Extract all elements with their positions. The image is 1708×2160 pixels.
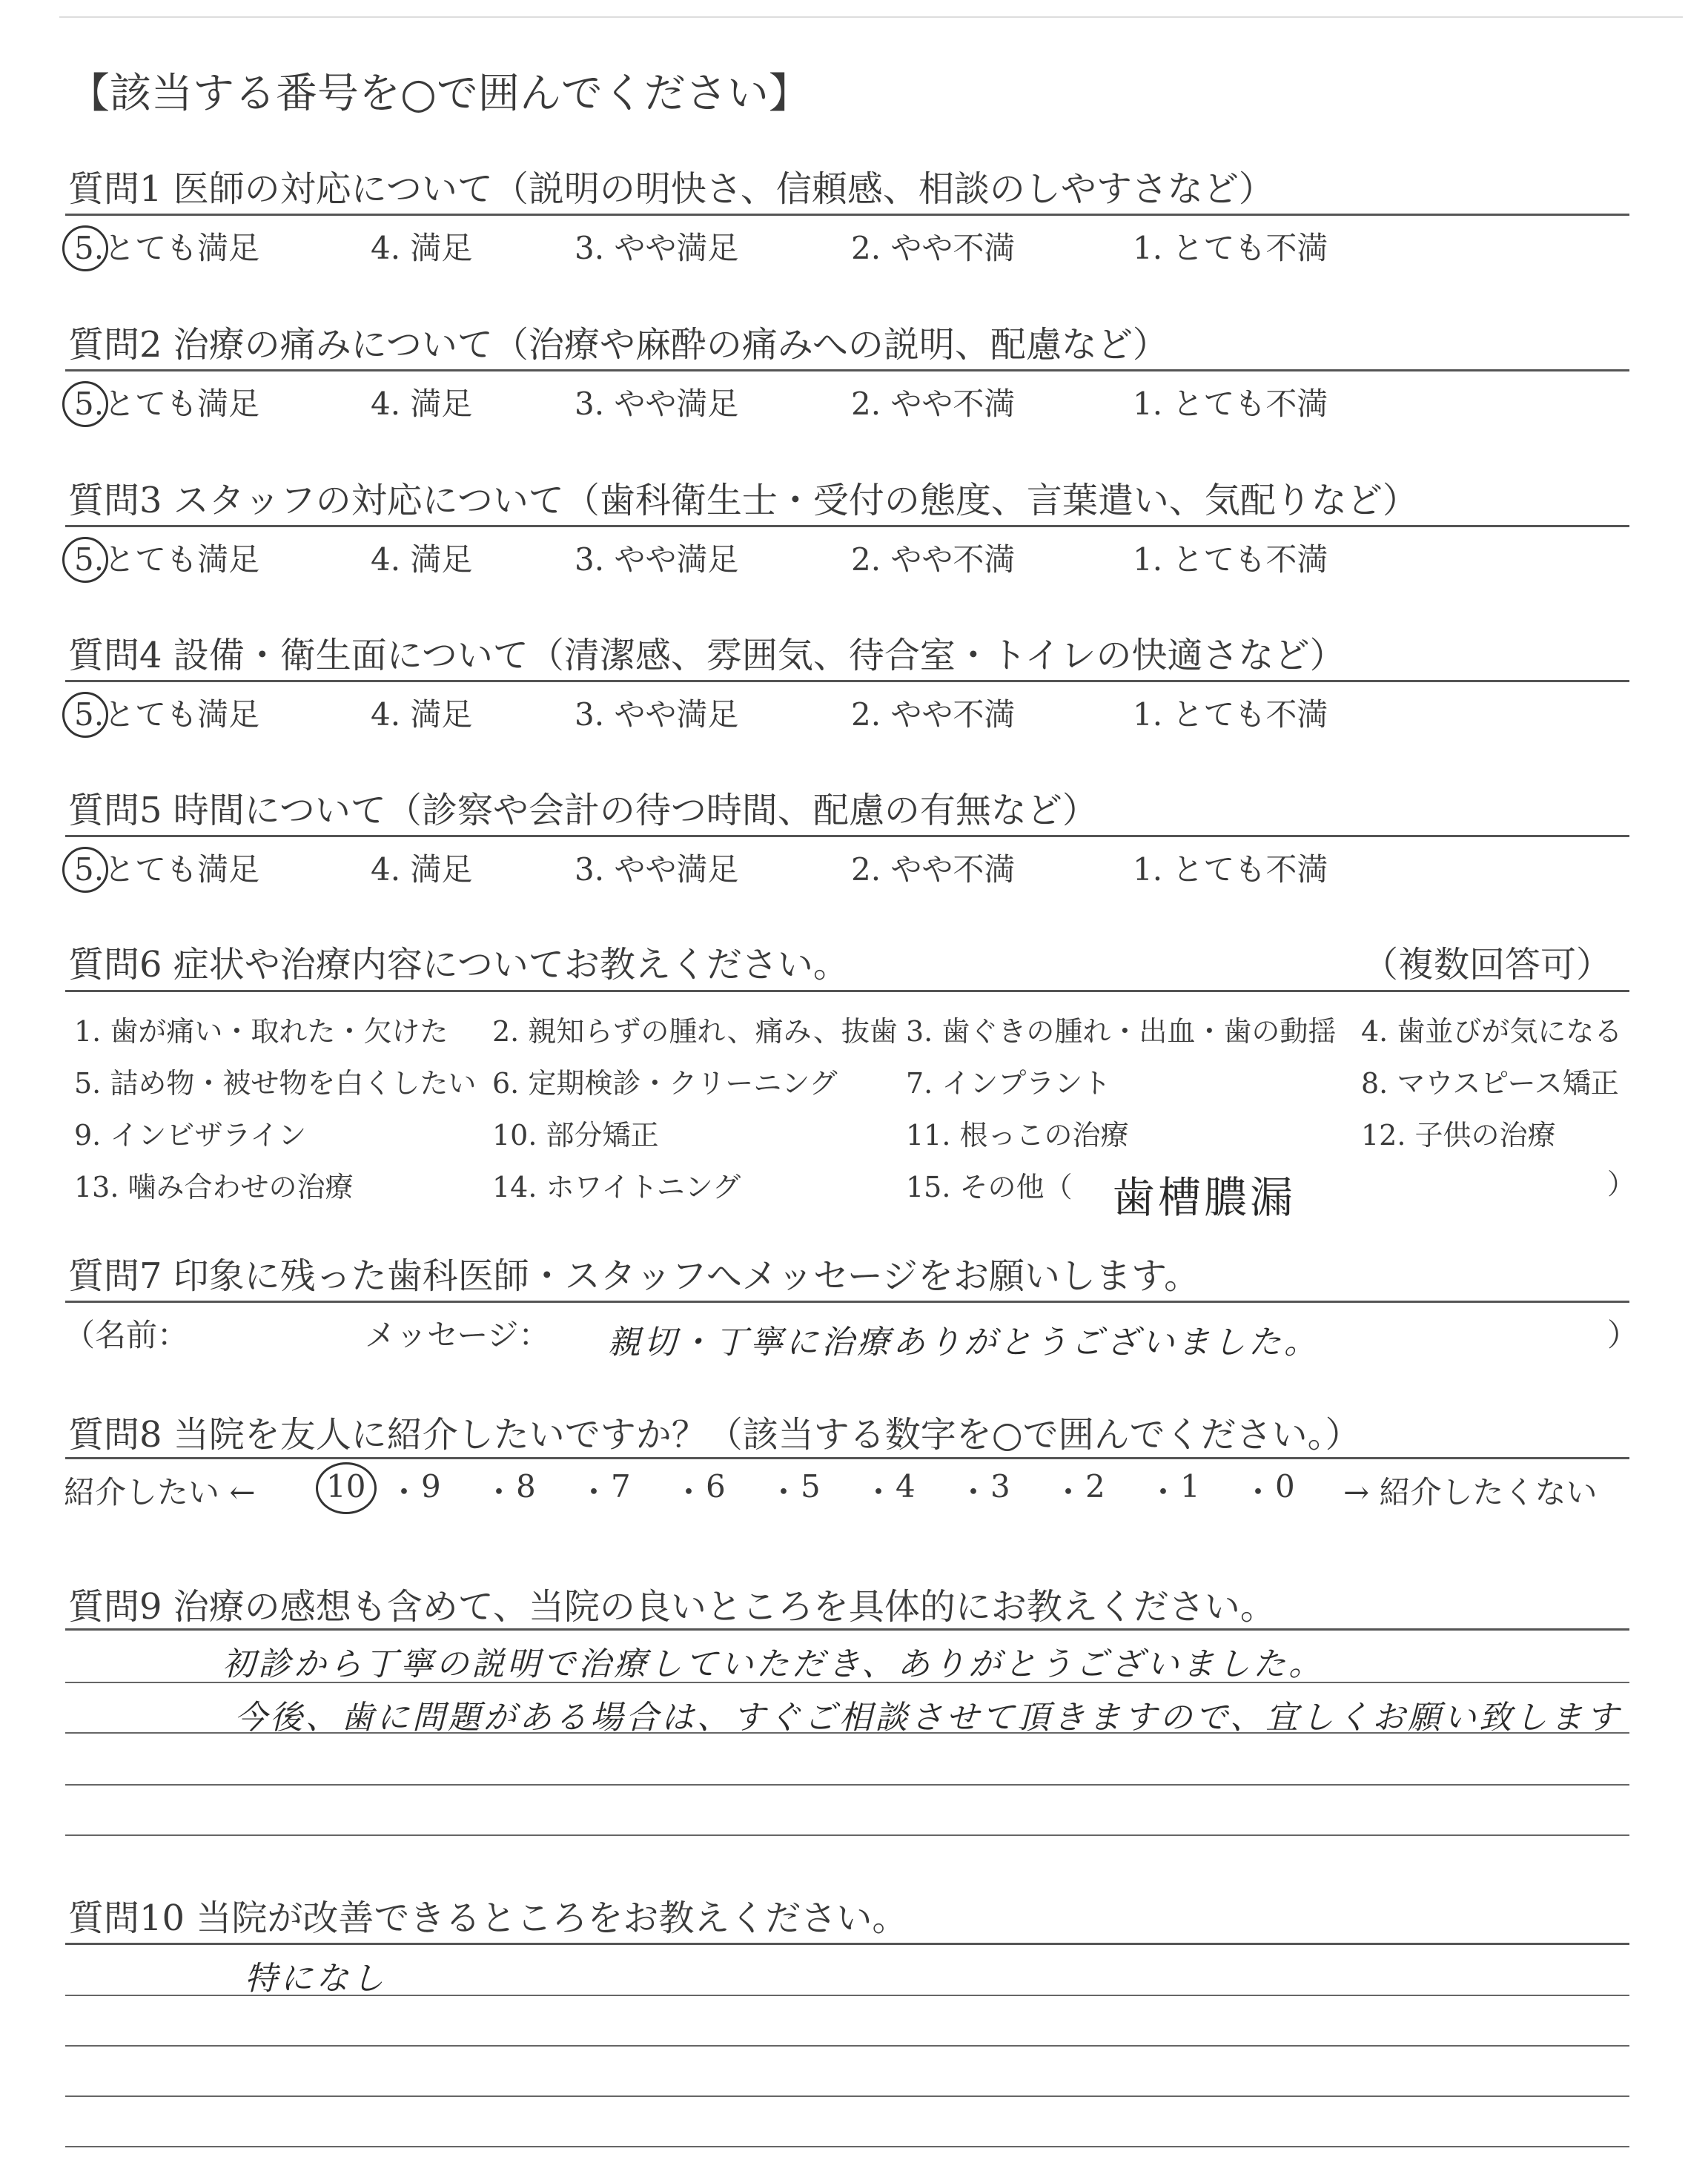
- question-2-option[interactable]: 2. やや不満: [851, 386, 1016, 422]
- q8-scale-value[interactable]: 1: [1180, 1468, 1200, 1505]
- q6-item[interactable]: 14. ホワイトニング: [492, 1171, 741, 1203]
- question-2-label: 質問2 治療の痛みについて（治療や麻酔の痛みへの説明、配慮など）: [68, 324, 1168, 366]
- q10-answer-line: 特になし: [245, 1960, 387, 1998]
- q8-scale-separator: ・: [673, 1474, 705, 1510]
- q9-line: [65, 1834, 1629, 1836]
- q7-rule: [65, 1301, 1629, 1303]
- q8-scale-value[interactable]: 0: [1275, 1468, 1295, 1505]
- question-4-option[interactable]: 3. やや満足: [575, 696, 739, 733]
- q10-line: [65, 2045, 1629, 2047]
- q8-scale-value[interactable]: 9: [421, 1468, 441, 1505]
- q6-note: （複数回答可）: [1363, 944, 1612, 985]
- question-1-option[interactable]: 3. やや満足: [575, 230, 739, 266]
- q8-scale-separator: ・: [958, 1474, 990, 1510]
- question-1-option[interactable]: 4. 満足: [371, 230, 473, 266]
- q8-scale-value[interactable]: 8: [516, 1468, 536, 1505]
- question-1-label: 質問1 医師の対応について（説明の明快さ、信頼感、相談のしやすさなど）: [68, 168, 1274, 210]
- q8-scale-separator: ・: [578, 1474, 610, 1510]
- q6-label: 質問6 症状や治療内容についてお教えください。: [68, 944, 849, 985]
- question-1-option[interactable]: 1. とても不満: [1133, 230, 1328, 266]
- q6-item[interactable]: 11. 根っこの治療: [906, 1119, 1129, 1152]
- question-5-option[interactable]: 4. 満足: [371, 851, 473, 888]
- q6-item[interactable]: 15. その他（: [906, 1171, 1073, 1203]
- question-5-option[interactable]: 1. とても不満: [1133, 851, 1328, 888]
- top-border: [59, 16, 1683, 18]
- question-5-option[interactable]: 3. やや満足: [575, 851, 739, 888]
- q8-scale-value[interactable]: 10: [326, 1468, 366, 1505]
- q8-scale-separator: ・: [863, 1474, 895, 1510]
- q9-answer-line: 初診から丁寧の説明で治療していただき、ありがとうございました。: [222, 1645, 1325, 1683]
- q8-scale-separator: ・: [388, 1474, 420, 1510]
- question-1-option[interactable]: 5.とても満足: [74, 230, 260, 266]
- selection-circle: [316, 1462, 377, 1514]
- q8-scale-separator: ・: [1242, 1474, 1274, 1510]
- q6-item[interactable]: 13. 噛み合わせの治療: [74, 1171, 354, 1203]
- question-4-label: 質問4 設備・衛生面について（清潔感、雰囲気、待合室・トイレの快適さなど）: [68, 635, 1345, 676]
- selection-circle: [62, 225, 108, 271]
- q7-label: 質問7 印象に残った歯科医師・スタッフへメッセージをお願いします。: [68, 1255, 1200, 1297]
- q6-item[interactable]: 8. マウスピース矯正: [1361, 1067, 1619, 1100]
- q6-rule: [65, 990, 1629, 992]
- question-5-option[interactable]: 2. やや不満: [851, 851, 1016, 888]
- q7-message-label: メッセージ：: [365, 1317, 550, 1353]
- q10-line: [65, 2095, 1629, 2097]
- q8-rule: [65, 1457, 1629, 1459]
- q6-item[interactable]: 1. 歯が痛い・取れた・欠けた: [74, 1015, 448, 1048]
- q6-item[interactable]: 7. インプラント: [906, 1067, 1111, 1100]
- q7-name-label: （名前：: [64, 1317, 189, 1353]
- q9-answer-line: 今後、歯に問題がある場合は、すぐご相談させて頂きますので、宜しくお願い致します: [234, 1699, 1622, 1737]
- selection-circle: [62, 537, 108, 583]
- question-5-option[interactable]: 5.とても満足: [74, 851, 260, 888]
- question-4-option[interactable]: 1. とても不満: [1133, 696, 1328, 733]
- q10-label: 質問10 当院が改善できるところをお教えください。: [68, 1898, 908, 1939]
- question-3-option[interactable]: 1. とても不満: [1133, 541, 1328, 578]
- question-4-rule: [65, 680, 1629, 682]
- q8-scale-value[interactable]: 5: [801, 1468, 821, 1505]
- question-3-label: 質問3 スタッフの対応について（歯科衛生士・受付の態度、言葉遣い、気配りなど）: [68, 480, 1418, 521]
- question-3-option[interactable]: 4. 満足: [371, 541, 473, 578]
- q6-item[interactable]: 9. インビザライン: [74, 1119, 307, 1152]
- q8-label: 質問8 当院を友人に紹介したいですか？（該当する数字を○で囲んでください。）: [68, 1414, 1361, 1456]
- question-3-option[interactable]: 3. やや満足: [575, 541, 739, 578]
- question-5-rule: [65, 835, 1629, 837]
- q8-scale-separator: ・: [483, 1474, 515, 1510]
- q9-line: [65, 1784, 1629, 1786]
- q8-scale-separator: ・: [1148, 1474, 1179, 1510]
- q6-other-answer: 歯槽膿漏: [1112, 1172, 1297, 1223]
- q8-right-label: → 紹介したくない: [1343, 1474, 1598, 1510]
- q8-scale-separator: ・: [1053, 1474, 1085, 1510]
- question-1-rule: [65, 214, 1629, 216]
- q6-item[interactable]: 12. 子供の治療: [1361, 1119, 1556, 1152]
- q6-item[interactable]: 6. 定期検診・クリーニング: [492, 1067, 838, 1100]
- question-1-option[interactable]: 2. やや不満: [851, 230, 1016, 266]
- q8-scale-value[interactable]: 6: [706, 1468, 726, 1505]
- q7-close: ）: [1607, 1317, 1639, 1353]
- q9-rule: [65, 1628, 1629, 1631]
- q6-other-close: ）: [1607, 1168, 1636, 1200]
- q8-scale-separator: ・: [768, 1474, 800, 1510]
- question-5-label: 質問5 時間について（診察や会計の待つ時間、配慮の有無など）: [68, 790, 1098, 831]
- q6-item[interactable]: 4. 歯並びが気になる: [1361, 1015, 1623, 1048]
- question-3-rule: [65, 525, 1629, 527]
- q8-scale-value[interactable]: 7: [611, 1468, 631, 1505]
- question-2-option[interactable]: 5.とても満足: [74, 386, 260, 422]
- selection-circle: [62, 381, 108, 427]
- question-4-option[interactable]: 2. やや不満: [851, 696, 1016, 733]
- q8-left-label: 紹介したい ←: [64, 1474, 256, 1510]
- q6-item[interactable]: 10. 部分矯正: [492, 1119, 659, 1152]
- q6-item[interactable]: 2. 親知らずの腫れ、痛み、抜歯: [492, 1015, 898, 1048]
- page-title: 【該当する番号を○で囲んでください】: [68, 70, 810, 118]
- q8-scale-value[interactable]: 3: [990, 1468, 1010, 1505]
- question-2-option[interactable]: 3. やや満足: [575, 386, 739, 422]
- question-2-rule: [65, 369, 1629, 371]
- q7-message: 親切・丁寧に治療ありがとうございました。: [608, 1324, 1320, 1361]
- q6-item[interactable]: 3. 歯ぐきの腫れ・出血・歯の動揺: [906, 1015, 1337, 1048]
- question-2-option[interactable]: 1. とても不満: [1133, 386, 1328, 422]
- q8-scale-value[interactable]: 2: [1085, 1468, 1105, 1505]
- q9-label: 質問9 治療の感想も含めて、当院の良いところを具体的にお教えください。: [68, 1586, 1276, 1628]
- q10-rule: [65, 1943, 1629, 1945]
- selection-circle: [62, 847, 108, 893]
- selection-circle: [62, 692, 108, 738]
- question-4-option[interactable]: 5.とても満足: [74, 696, 260, 733]
- q6-item[interactable]: 5. 詰め物・被せ物を白くしたい: [74, 1067, 477, 1100]
- question-2-option[interactable]: 4. 満足: [371, 386, 473, 422]
- question-3-option[interactable]: 5.とても満足: [74, 541, 260, 578]
- question-3-option[interactable]: 2. やや不満: [851, 541, 1016, 578]
- q10-line: [65, 2146, 1629, 2147]
- question-4-option[interactable]: 4. 満足: [371, 696, 473, 733]
- q8-scale-value[interactable]: 4: [896, 1468, 916, 1505]
